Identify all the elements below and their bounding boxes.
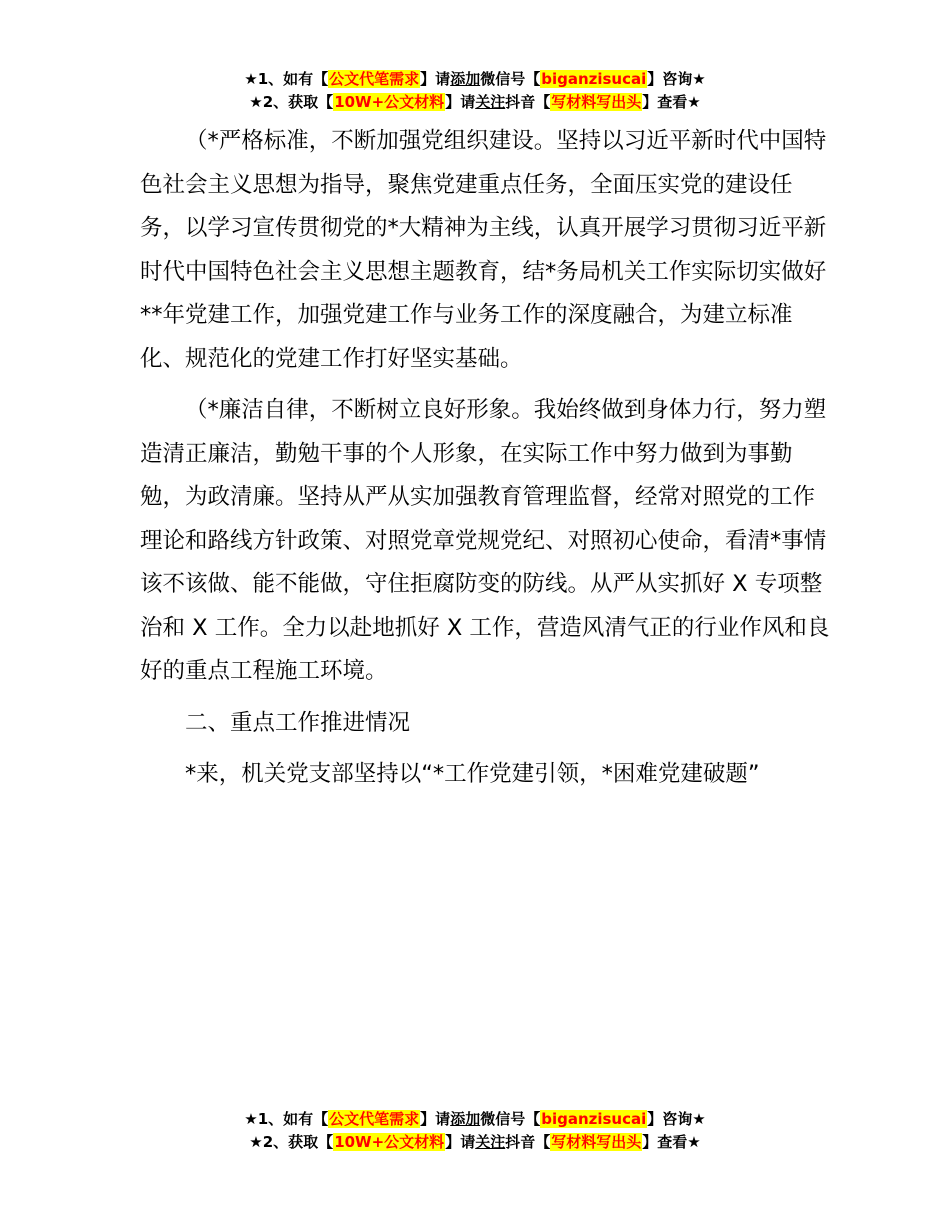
banner-text: 】请 [445,93,476,111]
banner-line-1 [0,1108,950,1131]
banner-text: 抖音【 [505,93,551,111]
banner-line-2 [0,91,950,114]
highlight-wechat-id: biganzisucai [541,1110,647,1128]
highlight-service: 公文代笔需求 [329,1110,420,1128]
banner-text: 微信号【 [480,70,541,88]
paragraph-integrity: （*廉洁自律，不断树立良好形象。我始终做到身体力行，努力塑造清正廉洁，勤勉干事的个人形象，在实际工作中努力做到为事勤勉，为政清廉。坚持从严从实加强教育管理监督，经常对照党的工作理论和路线方针政策、对照党章党规党纪、对照初心使命，看清*事情该不该做、能不能做，守住拒腐防变的防线。从严从实抓好 X 专项整治和 X 工作。全力以赴地抓好 X 工作，营造风清气正的行业作风和良好的重点工程施工环境。 [140,397,830,684]
footer-banner [0,1108,950,1154]
section-heading: 二、重点工作推进情况 [185,709,411,736]
banner-text: 】查看★ [642,1133,701,1151]
emphasis-text: 添加 [450,70,481,88]
banner-text: ★1、如有【 [244,70,329,88]
emphasis-text: 关注 [475,1133,506,1151]
banner-text: ★1、如有【 [244,1110,329,1128]
banner-text: 】请 [420,70,451,88]
emphasis-text: 添加 [450,1110,481,1128]
banner-text: 】请 [420,1110,451,1128]
banner-text: ★2、获取【 [249,1133,334,1151]
paragraph-progress: *来，机关党支部坚持以“*工作党建引领，*困难党建破题” [185,761,760,787]
banner-text: 】查看★ [642,93,701,111]
banner-line-1 [0,68,950,91]
paragraph-party-building: （*严格标准，不断加强党组织建设。坚持以习近平新时代中国特色社会主义思想为指导，聚焦党建重点任务，全面压实党的建设任务，以学习宣传贯彻党的*大精神为主线，认真开展学习贯彻习近平新时代中国特色社会主义思想主题教育，结*务局机关工作实际切实做好**年党建工作，加强党建工作与业务工作的深度融合，为建立标准化、规范化的党建工作打好坚实基础。 [140,128,827,372]
banner-text: 】请 [445,1133,476,1151]
highlight-douyin: 写材料写出头 [551,1133,642,1151]
highlight-materials: 10W+公文材料 [334,93,445,111]
banner-text: 微信号【 [480,1110,541,1128]
banner-text: 】咨询★ [647,70,706,88]
header-banner [0,68,950,114]
highlight-service: 公文代笔需求 [329,70,420,88]
emphasis-text: 关注 [475,93,506,111]
banner-line-2 [0,1131,950,1154]
highlight-wechat-id: biganzisucai [541,70,647,88]
banner-text: ★2、获取【 [249,93,334,111]
highlight-douyin: 写材料写出头 [551,93,642,111]
banner-text: 】咨询★ [647,1110,706,1128]
document-body [140,120,830,805]
banner-text: 抖音【 [505,1133,551,1151]
highlight-materials: 10W+公文材料 [334,1133,445,1151]
